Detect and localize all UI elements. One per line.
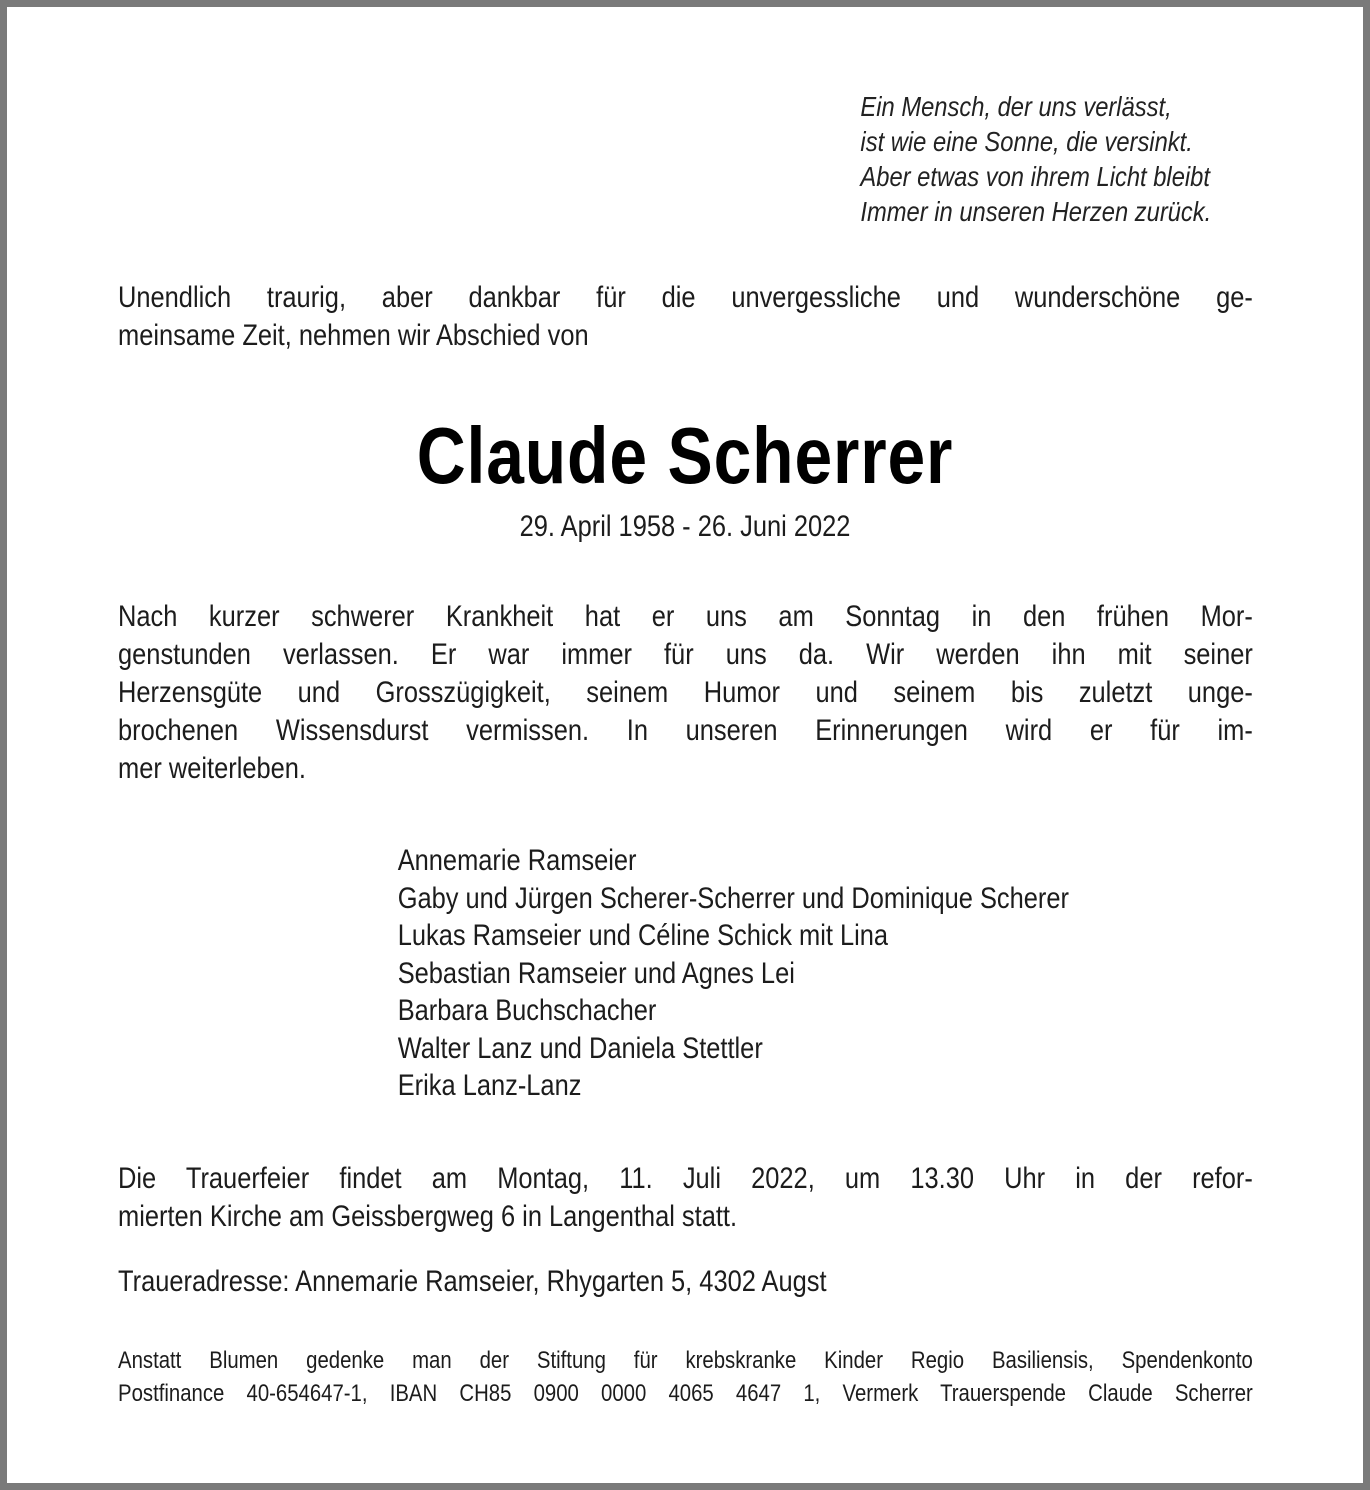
- intro-line: meinsame Zeit, nehmen wir Abschied von: [118, 319, 589, 352]
- mourner-name: Walter Lanz und Daniela Stettler: [397, 1031, 763, 1065]
- funeral-service-paragraph: [118, 1160, 1253, 1236]
- obituary-paragraph: [118, 598, 1253, 788]
- poem-line: ist wie eine Sonne, die versinkt.: [860, 126, 1193, 157]
- mourning-address: Traueradresse: Annemarie Ramseier, Rhygarten 5, 4302 Augst: [118, 1265, 827, 1298]
- donation-line: Anstatt Blumen gedenke man der Stiftung für krebskranke Kinder Regio Basiliensis, Spendenkonto: [118, 1347, 1253, 1374]
- donation-line: Postfinance 40-654647-1, IBAN CH85 0900 0000 4065 4647 1, Vermerk Trauerspende Claude Scherrer: [118, 1380, 1253, 1407]
- funeral-line: mierten Kirche am Geissbergweg 6 in Langenthal statt.: [118, 1200, 738, 1233]
- funeral-line: Die Trauerfeier findet am Montag, 11. Juli 2022, um 13.30 Uhr in der refor-: [118, 1162, 1253, 1195]
- page-content: [7, 7, 1363, 1483]
- epigraph-poem: [860, 89, 1211, 229]
- mourner-name: Barbara Buchschacher: [397, 994, 657, 1027]
- mourner-name: Gaby und Jürgen Scherer-Scherrer und Dominique Scherer: [397, 881, 1069, 915]
- intro-paragraph: [118, 279, 1253, 355]
- obituary-line: Herzensgüte und Grosszügigkeit, seinem Humor und seinem bis zuletzt unge-: [118, 676, 1253, 709]
- poem-line: Immer in unseren Herzen zurück.: [860, 196, 1212, 227]
- life-dates: 29. April 1958 - 26. Juni 2022: [519, 510, 851, 543]
- obituary-line: mer weiterleben.: [118, 752, 306, 785]
- mourner-name: Annemarie Ramseier: [397, 844, 637, 877]
- poem-line: Aber etwas von ihrem Licht bleibt: [860, 161, 1210, 192]
- obituary-line: Nach kurzer schwerer Krankheit hat er uns am Sonntag in den frühen Mor-: [118, 600, 1253, 633]
- mourners-list: [398, 842, 1069, 1105]
- poem-line: Ein Mensch, der uns verlässt,: [860, 91, 1172, 122]
- mourner-name: Erika Lanz-Lanz: [397, 1069, 582, 1102]
- deceased-name: Claude Scherrer: [416, 411, 954, 500]
- intro-line: Unendlich traurig, aber dankbar für die unvergessliche und wunderschöne ge-: [118, 281, 1253, 314]
- obituary-line: genstunden verlassen. Er war immer für uns da. Wir werden ihn mit seiner: [118, 638, 1253, 671]
- mourner-name: Lukas Ramseier und Céline Schick mit Lina: [397, 919, 889, 952]
- mourner-name: Sebastian Ramseier und Agnes Lei: [397, 956, 795, 990]
- donation-note: [118, 1344, 1253, 1410]
- obituary-line: brochenen Wissensdurst vermissen. In unseren Erinnerungen wird er für im-: [118, 714, 1253, 747]
